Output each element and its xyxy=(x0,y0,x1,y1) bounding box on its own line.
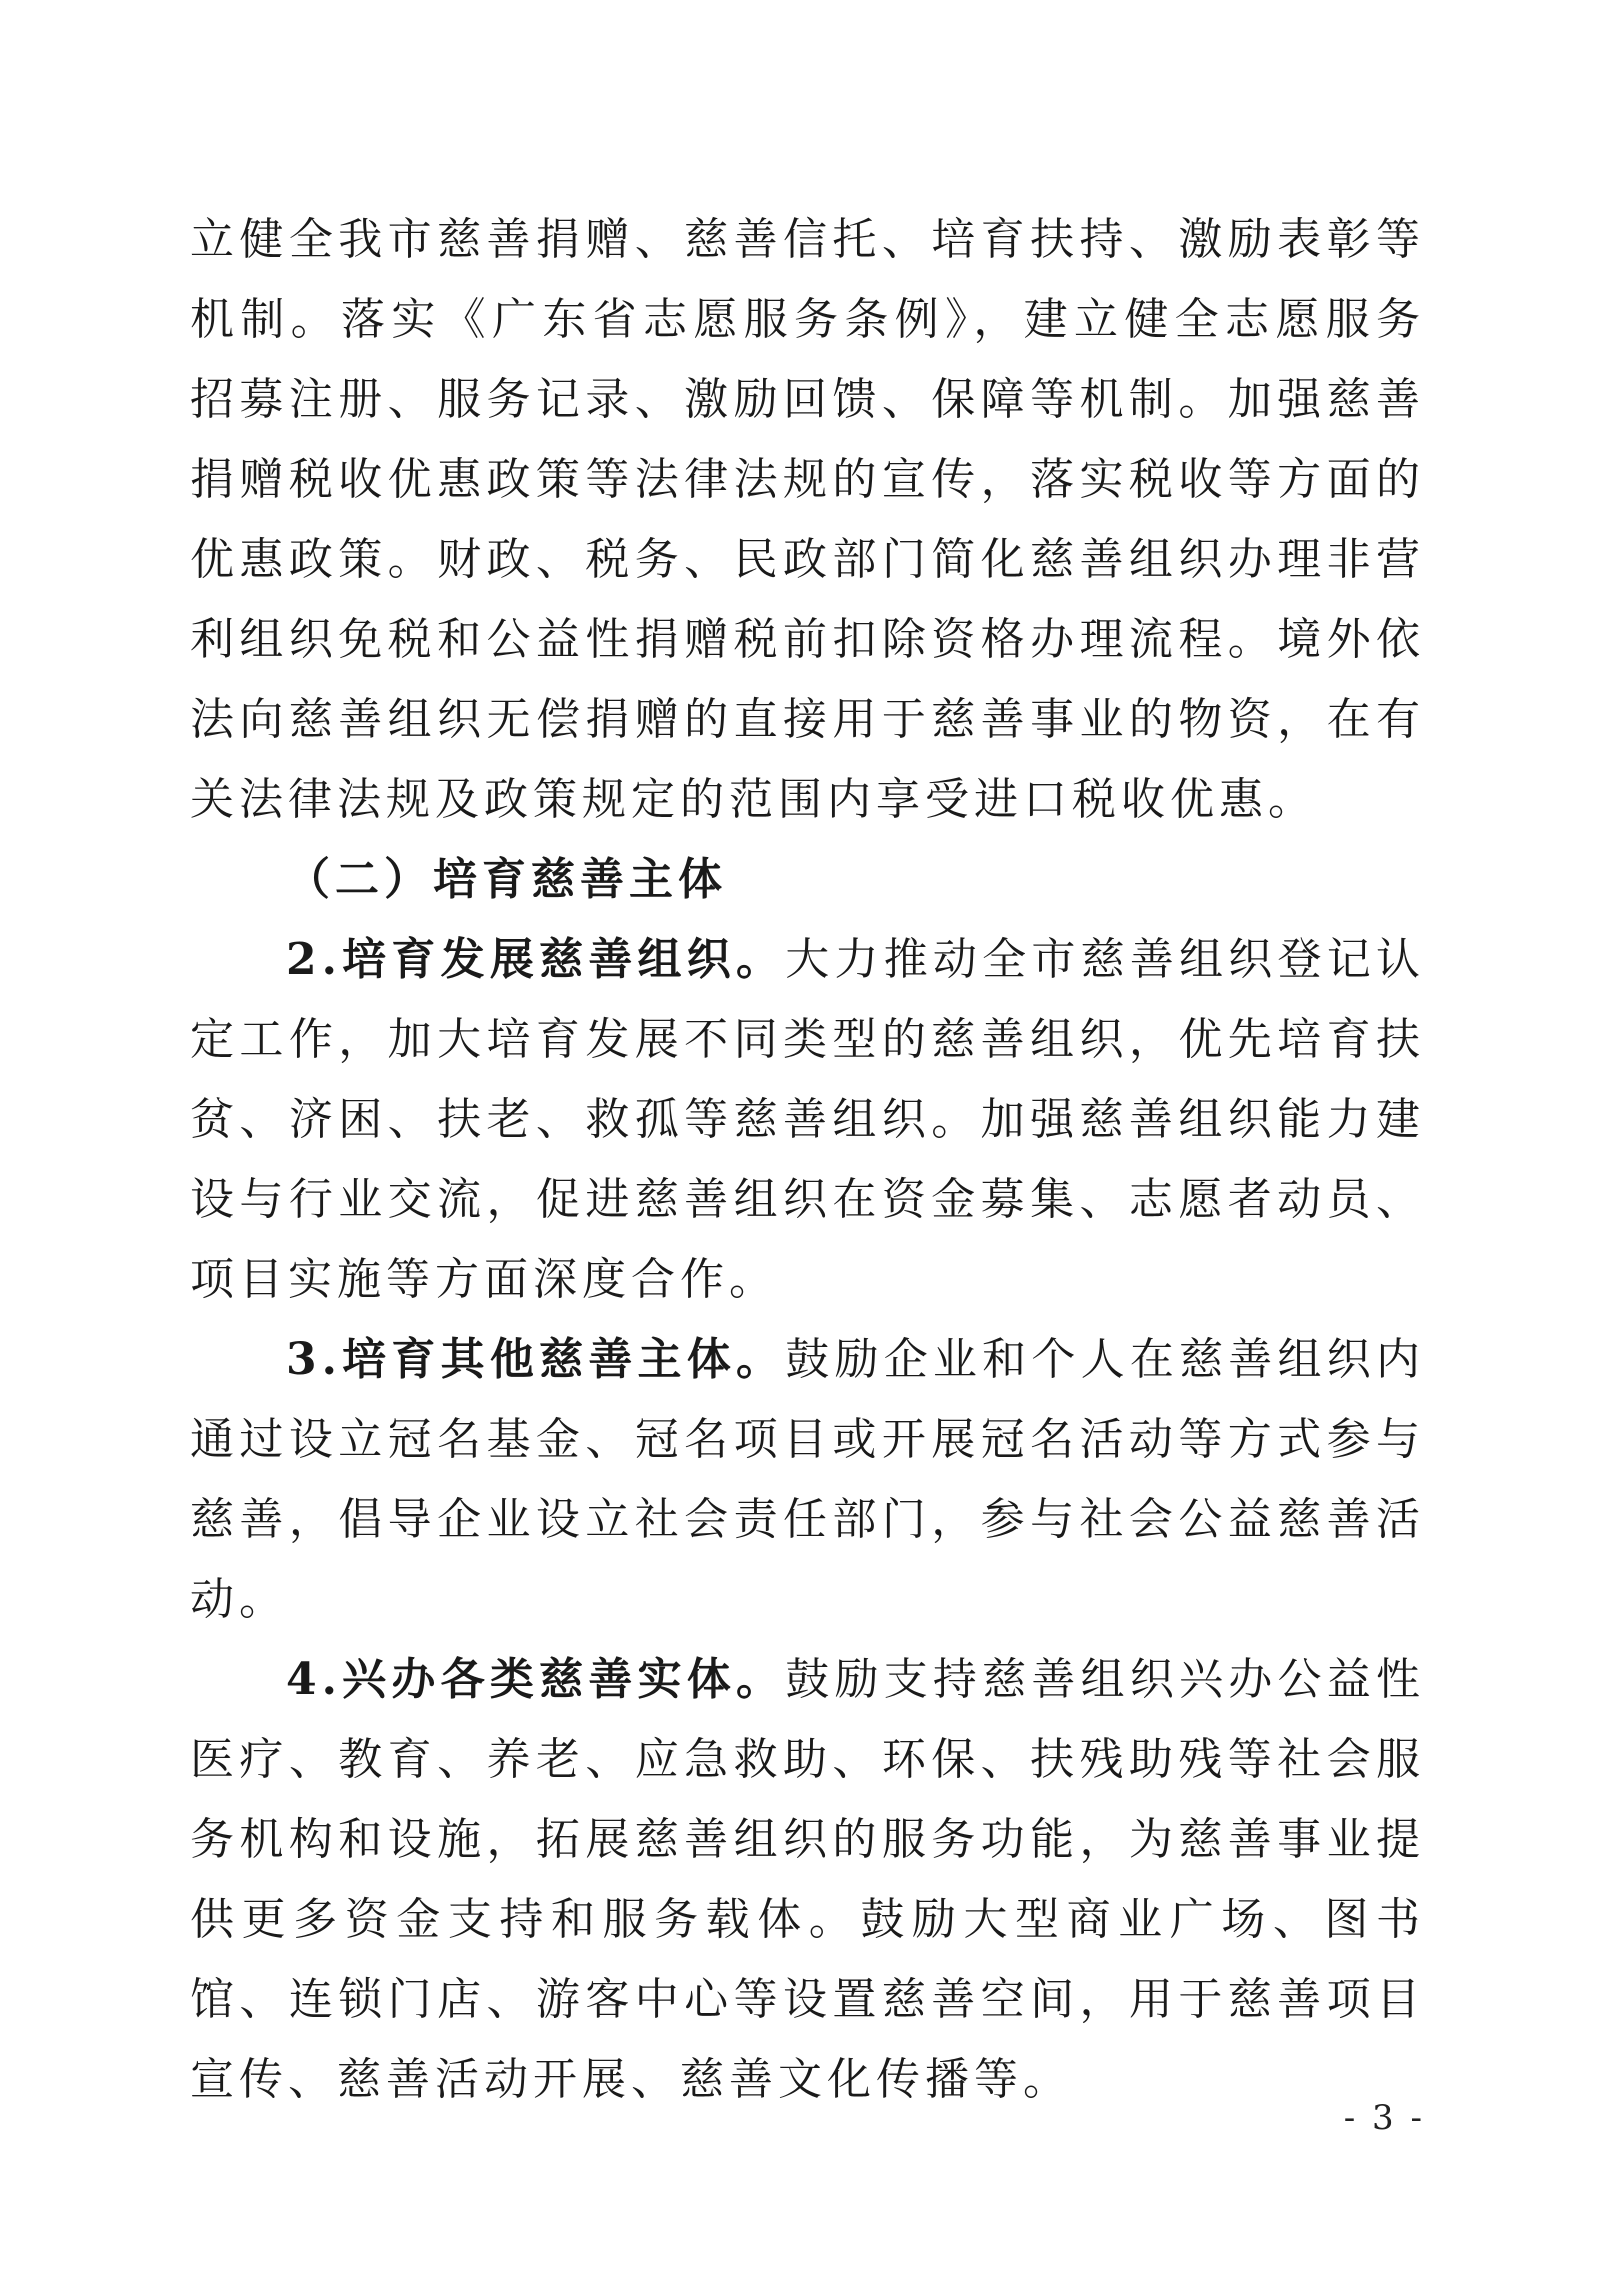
paragraph-text: 立健全我市慈善捐赠、慈善信托、培育扶持、激励表彰等机制。落实《广东省志愿服务条例》，建立健全志愿服务招募注册、服务记录、激励回馈、保障等机制。加强慈善捐赠税收优惠政策等法律法规的宣传，落实税收等方面的优惠政策。财政、税务、民政部门简化慈善组织办理非营利组织免税和公益性捐赠税前扣除资格办理流程。境外依法向慈善组织无偿捐赠的直接用于慈善事业的物资，在有关法律法规及政策规定的范围内享受进口税收优惠。 xyxy=(190,214,1425,825)
section-heading xyxy=(190,840,1425,920)
paragraph-continuation xyxy=(190,200,1425,840)
paragraph-lead: 3.培育其他慈善主体。 xyxy=(286,1334,786,1385)
section-heading-text: （二）培育慈善主体 xyxy=(286,854,727,905)
paragraph-lead: 4.兴办各类慈善实体。 xyxy=(286,1654,786,1705)
paragraph-item-2 xyxy=(190,920,1425,1320)
paragraph-item-4 xyxy=(190,1640,1425,2120)
page-number: - 3 - xyxy=(1343,2098,1425,2138)
document-body xyxy=(190,200,1425,2120)
paragraph-item-3 xyxy=(190,1320,1425,1640)
paragraph-text: 大力推动全市慈善组织登记认定工作，加大培育发展不同类型的慈善组织，优先培育扶贫、济困、扶老、救孤等慈善组织。加强慈善组织能力建设与行业交流，促进慈善组织在资金募集、志愿者动员、项目实施等方面深度合作。 xyxy=(190,934,1425,1305)
paragraph-text: 鼓励支持慈善组织兴办公益性医疗、教育、养老、应急救助、环保、扶残助残等社会服务机构和设施，拓展慈善组织的服务功能，为慈善事业提供更多资金支持和服务载体。鼓励大型商业广场、图书馆、连锁门店、游客中心等设置慈善空间，用于慈善项目宣传、慈善活动开展、慈善文化传播等。 xyxy=(190,1654,1425,2105)
paragraph-lead: 2.培育发展慈善组织。 xyxy=(286,934,786,985)
paragraph-text: 鼓励企业和个人在慈善组织内通过设立冠名基金、冠名项目或开展冠名活动等方式参与慈善，倡导企业设立社会责任部门，参与社会公益慈善活动。 xyxy=(190,1334,1425,1625)
